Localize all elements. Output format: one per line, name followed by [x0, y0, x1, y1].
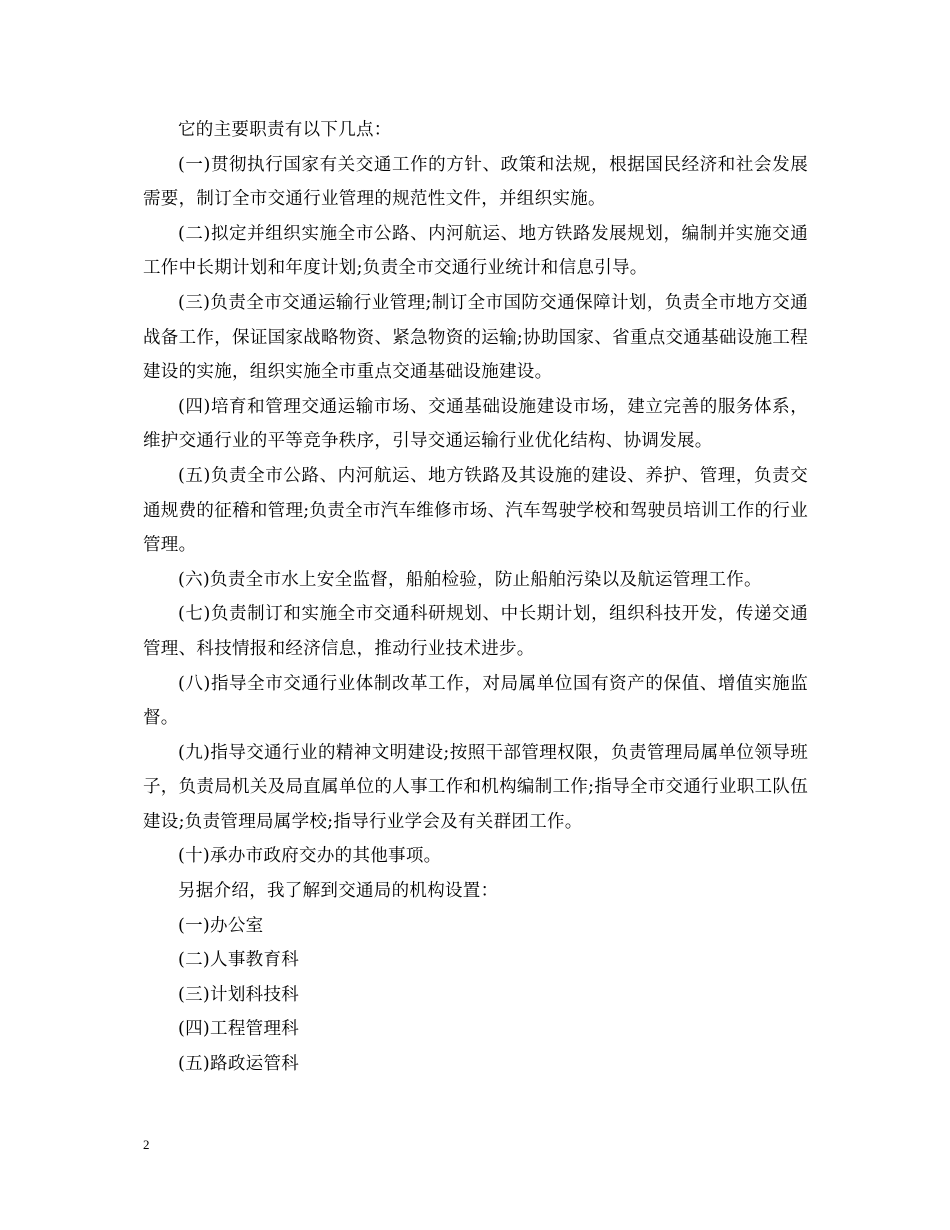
paragraph-duty-2: (二)拟定并组织实施全市公路、内河航运、地方铁路发展规划，编制并实施交通工作中长期计划和年度计划;负责全市交通行业统计和信息引导。 — [143, 223, 808, 279]
paragraph-duty-4: (四)培育和管理交通运输市场、交通基础设施建设市场，建立完善的服务体系，维护交通行业的平等竞争秩序，引导交通运输行业优化结构、协调发展。 — [143, 396, 808, 452]
paragraph-duty-3: (三)负责全市交通运输行业管理;制订全市国防交通保障计划，负责全市地方交通战备工作，保证国家战略物资、紧急物资的运输;协助国家、省重点交通基础设施工程建设的实施，组织实施全市重点交通基础设施建设。 — [143, 292, 808, 383]
paragraph-duty-10: (十)承办市政府交办的其他事项。 — [178, 846, 442, 867]
list-item-office: (一)办公室 — [178, 915, 264, 936]
paragraph-duties-intro: 它的主要职责有以下几点： — [178, 120, 392, 140]
paragraph-duty-5: (五)负责全市公路、内河航运、地方铁路及其设施的建设、养护、管理，负责交通规费的征稽和管理;负责全市汽车维修市场、汽车驾驶学校和驾驶员培训工作的行业管理。 — [143, 465, 808, 556]
list-item-personnel: (二)人事教育科 — [178, 950, 300, 971]
list-item-road-transport: (五)路政运管科 — [178, 1054, 300, 1075]
paragraph-duty-6: (六)负责全市水上安全监督，船舶检验，防止船舶污染以及航运管理工作。 — [178, 569, 762, 590]
document-body — [143, 113, 808, 1082]
page-number: 2 — [143, 1137, 150, 1152]
paragraph-duty-9: (九)指导交通行业的精神文明建设;按照干部管理权限，负责管理局属单位领导班子，负责局机关及局直属单位的人事工作和机构编制工作;指导全市交通行业职工队伍建设;负责管理局属学校;指导行业学会及有关群团工作。 — [143, 742, 808, 832]
paragraph-duty-7: (七)负责制订和实施全市交通科研规划、中长期计划，组织科技开发，传递交通管理、科技情报和经济信息，推动行业技术进步。 — [143, 604, 808, 659]
paragraph-structure-intro: 另据介绍，我了解到交通局的机构设置： — [178, 881, 499, 902]
paragraph-duty-1: (一)贯彻执行国家有关交通工作的方针、政策和法规，根据国民经济和社会发展需要，制订全市交通行业管理的规范性文件，并组织实施。 — [143, 154, 808, 210]
list-item-engineering: (四)工程管理科 — [178, 1019, 300, 1040]
list-item-planning: (三)计划科技科 — [178, 984, 300, 1005]
paragraph-duty-8: (八)指导全市交通行业体制改革工作，对局属单位国有资产的保值、增值实施监督。 — [143, 673, 808, 729]
